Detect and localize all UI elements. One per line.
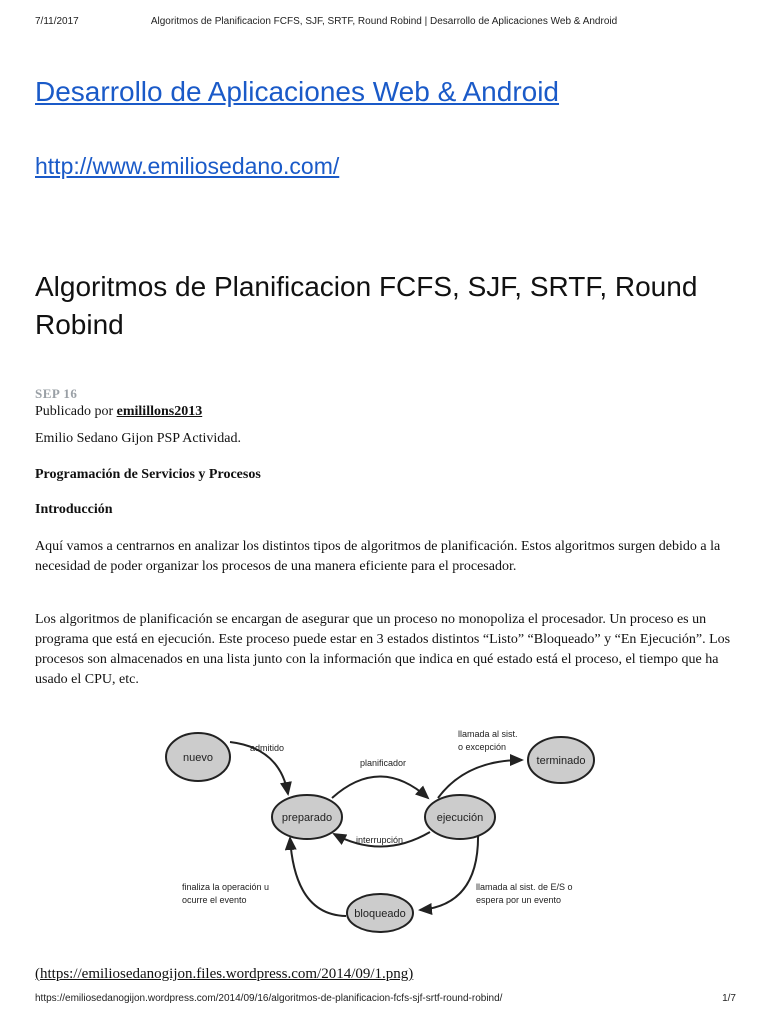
- print-header: [0, 16, 768, 32]
- section-heading: Programación de Servicios y Procesos: [35, 467, 261, 482]
- label-interrupcion: interrupción: [356, 835, 404, 845]
- state-nuevo-label: nuevo: [183, 752, 213, 764]
- state-ejecucion-label: ejecución: [436, 812, 484, 824]
- site-url-link[interactable]: http://www.emiliosedano.com/: [35, 153, 340, 179]
- page-number: 1/7: [722, 993, 736, 1004]
- arrow-desbloqueo: [290, 838, 346, 916]
- print-footer: [0, 993, 768, 1009]
- paragraph-2: Los algoritmos de planificación se encargan de asegurar que un proceso no monopoliza el procesador. Un proceso es un programa que está en ejecución. Este proceso puede estar en 3 estados distintos “Listo” “Bloqueado” y “En Ejecución”. Los procesos son almacenados en una lista junto con la información que indica en qué estado está el proceso, el tiempo que ha usado el CPU, etc.: [35, 612, 731, 687]
- arrow-terminado: [438, 760, 522, 798]
- print-page-title: Algoritmos de Planificacion FCFS, SJF, SRTF, Round Robind | Desarrollo de Aplicaciones Web & Android: [150, 16, 618, 27]
- state-bloqueado-label: bloqueado: [354, 908, 406, 920]
- print-date: 7/11/2017: [35, 16, 79, 27]
- paragraph-1: Aquí vamos a centrarnos en analizar los distintos tipos de algoritmos de planificación. Estos algoritmos surgen debido a la necesidad de poder organizar los procesos de una manera eficiente para el procesador.: [35, 539, 721, 574]
- label-planificador: planificador: [360, 758, 407, 768]
- site-title-link[interactable]: Desarrollo de Aplicaciones Web & Android: [35, 76, 560, 107]
- label-bloqueo-2: espera por un evento: [476, 895, 562, 905]
- image-source-link[interactable]: (https://emiliosedanogijon.files.wordpress.com/2014/09/1.png): [35, 966, 414, 982]
- arrow-planificador: [332, 777, 428, 799]
- label-desbloqueo-2: ocurre el evento: [182, 895, 247, 905]
- label-admitido: admitido: [250, 743, 285, 753]
- post-date: SEP 16: [35, 386, 78, 401]
- byline-prefix: Publicado por: [35, 404, 114, 419]
- intro-heading: Introducción: [35, 502, 113, 517]
- state-terminado-label: terminado: [536, 755, 586, 767]
- label-desbloqueo-1: finaliza la operación u: [182, 882, 270, 892]
- author-link[interactable]: emilillons2013: [116, 404, 203, 419]
- label-terminado-1: llamada al sist.: [458, 729, 518, 739]
- arrow-bloqueo: [420, 832, 478, 910]
- label-bloqueo-1: llamada al sist. de E/S o: [476, 882, 573, 892]
- process-state-diagram: [160, 720, 605, 935]
- label-terminado-2: o excepción: [458, 742, 507, 752]
- post-title: Algoritmos de Planificacion FCFS, SJF, SRTF, Round Robind: [35, 271, 698, 340]
- state-preparado-label: preparado: [281, 812, 333, 824]
- intro-line: Emilio Sedano Gijon PSP Actividad.: [35, 431, 241, 446]
- print-footer-url: https://emiliosedanogijon.wordpress.com/2014/09/16/algoritmos-de-planificacion-fcfs-sjf-srtf-round-robind/: [35, 993, 503, 1004]
- byline: [35, 404, 202, 420]
